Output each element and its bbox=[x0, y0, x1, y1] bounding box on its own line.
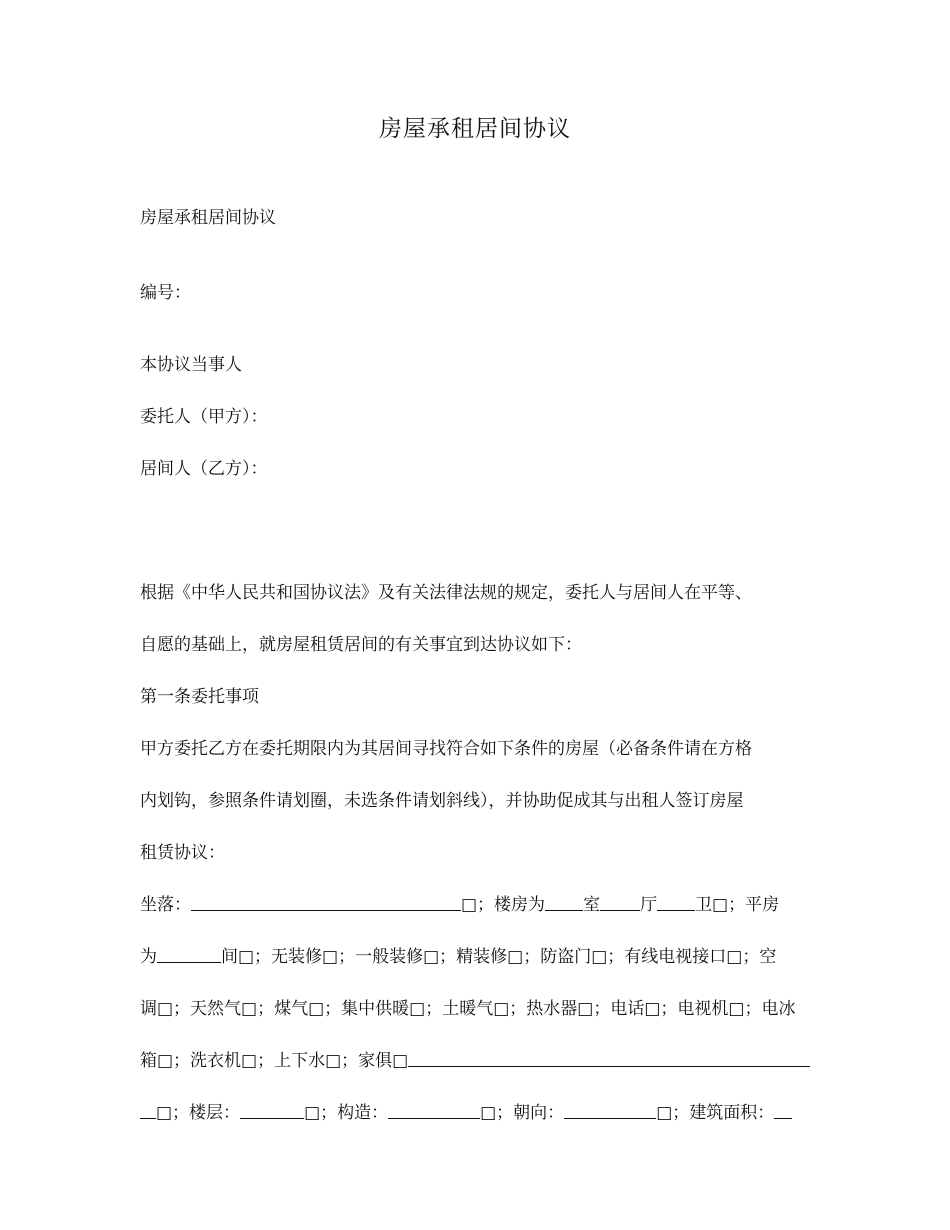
document-subtitle: 房屋承租居间协议 bbox=[140, 208, 276, 228]
halls-blank[interactable] bbox=[600, 894, 640, 911]
baths-blank[interactable] bbox=[657, 894, 695, 911]
hall-label: 厅 bbox=[640, 895, 658, 915]
conditions-line-1 bbox=[140, 890, 812, 915]
document-title: 房屋承租居间协议 bbox=[379, 116, 571, 142]
amenities-line-4: 箱□；洗衣机□；上下水□；家俱□ bbox=[140, 1051, 409, 1071]
intro-line-2: 自愿的基础上，就房屋租赁居间的有关事宜到达协议如下： bbox=[140, 635, 582, 655]
intro-line-1: 根据《中华人民共和国协议法》及有关法律法规的规定，委托人与居间人在平等、 bbox=[140, 583, 752, 603]
bath-label: 卫□；平房 bbox=[695, 895, 780, 915]
bungalow-rooms-blank[interactable] bbox=[157, 946, 221, 963]
conditions-line-4 bbox=[140, 1046, 812, 1071]
area-blank[interactable] bbox=[774, 1102, 792, 1119]
orientation-blank[interactable] bbox=[564, 1102, 656, 1119]
room-label: 室 bbox=[583, 895, 601, 915]
orientation-label: □；朝向： bbox=[480, 1103, 565, 1123]
parties-heading: 本协议当事人 bbox=[140, 355, 242, 375]
conditions-line-5 bbox=[140, 1098, 812, 1123]
furniture-blank[interactable] bbox=[408, 1050, 810, 1067]
structure-blank[interactable] bbox=[388, 1102, 480, 1119]
location-blank[interactable] bbox=[191, 894, 461, 911]
area-label: □；建筑面积： bbox=[656, 1103, 775, 1123]
furniture-blank-cont[interactable] bbox=[140, 1102, 156, 1119]
party-b-label: 居间人（乙方）： bbox=[140, 459, 268, 479]
party-a-label: 委托人（甲方）： bbox=[140, 407, 268, 427]
building-type-label: □；楼房为 bbox=[461, 895, 546, 915]
structure-label: □；构造： bbox=[304, 1103, 389, 1123]
amenities-line-2: 间□；无装修□；一般装修□；精装修□；防盗门□；有线电视接口□；空 bbox=[221, 947, 777, 967]
article-1-line-3: 租赁协议： bbox=[140, 843, 225, 863]
number-label: 编号： bbox=[140, 283, 191, 303]
article-1-line-1: 甲方委托乙方在委托期限内为其居间寻找符合如下条件的房屋（必备条件请在方格 bbox=[140, 739, 752, 759]
location-label: 坐落： bbox=[140, 895, 191, 915]
floor-label: □；楼层： bbox=[156, 1103, 241, 1123]
rooms-blank[interactable] bbox=[545, 894, 583, 911]
conditions-line-2 bbox=[140, 942, 812, 967]
conditions-line-3: 调□；天然气□；煤气□；集中供暖□；土暖气□；热水器□；电话□；电视机□；电冰 bbox=[140, 999, 796, 1019]
floor-blank[interactable] bbox=[240, 1102, 304, 1119]
bungalow-label: 为 bbox=[140, 947, 157, 967]
article-1-heading: 第一条委托事项 bbox=[140, 687, 259, 707]
article-1-line-2: 内划钩，参照条件请划圈，未选条件请划斜线），并协助促成其与出租人签订房屋 bbox=[140, 791, 744, 811]
